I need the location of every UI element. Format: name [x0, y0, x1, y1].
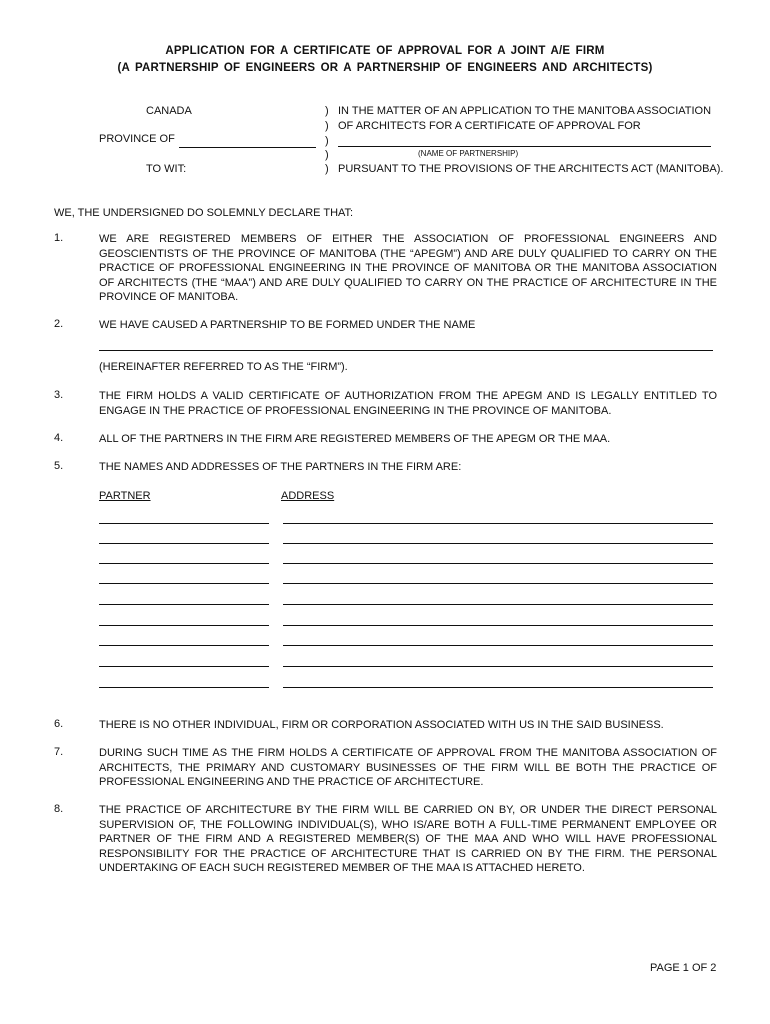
bracket: ): [325, 149, 329, 161]
address-field[interactable]: [283, 666, 713, 667]
bracket: ): [325, 135, 329, 147]
partnership-name-field[interactable]: [338, 146, 711, 147]
province-of-label: PROVINCE OF: [99, 133, 175, 145]
address-field[interactable]: [283, 583, 713, 584]
canada-label: CANADA: [146, 105, 192, 117]
address-field[interactable]: [283, 645, 713, 646]
item-number: 7.: [54, 746, 64, 758]
item-7-text: DURING SUCH TIME AS THE FIRM HOLDS A CERTIFICATE OF APPROVAL FROM THE MANITOBA ASSOCIATION OF ARCHITECTS, THE PRIMARY AND CUSTOMARY BUSINESSES OF THE FIRM WILL BE BOTH THE PRACTICE OF PROFESSIONAL ENGINEERING AND THE PRACTICE OF ARCHITECTURE.: [99, 747, 717, 789]
item-2-after-text: (HEREINAFTER REFERRED TO AS THE “FIRM”).: [99, 361, 348, 373]
partner-field[interactable]: [99, 645, 269, 646]
item-number: 8.: [54, 803, 64, 815]
address-field[interactable]: [283, 625, 713, 626]
to-wit-label: TO WIT:: [146, 163, 187, 175]
province-field[interactable]: [179, 147, 316, 148]
partner-column-header: PARTNER: [99, 490, 151, 502]
address-column-header: ADDRESS: [281, 490, 335, 502]
matter-line-4: PURSUANT TO THE PROVISIONS OF THE ARCHITECTS ACT (MANITOBA).: [338, 163, 724, 175]
matter-line-2: OF ARCHITECTS FOR A CERTIFICATE OF APPROVAL FOR: [338, 120, 641, 132]
item-2-text: WE HAVE CAUSED A PARTNERSHIP TO BE FORMED UNDER THE NAME: [99, 319, 476, 331]
address-field[interactable]: [283, 563, 713, 564]
item-number: 2.: [54, 318, 64, 330]
partner-field[interactable]: [99, 543, 269, 544]
item-number: 6.: [54, 718, 64, 730]
bracket: ): [325, 105, 329, 117]
document-title: APPLICATION FOR A CERTIFICATE OF APPROVAL FOR A JOINT A/E FIRM: [165, 45, 605, 57]
item-number: 1.: [54, 232, 64, 244]
item-number: 3.: [54, 389, 64, 401]
address-field[interactable]: [283, 543, 713, 544]
address-field[interactable]: [283, 523, 713, 524]
item-number: 4.: [54, 432, 64, 444]
partner-field[interactable]: [99, 583, 269, 584]
declaration-heading: WE, THE UNDERSIGNED DO SOLEMNLY DECLARE THAT:: [54, 207, 354, 219]
bracket: ): [325, 163, 329, 175]
firm-name-field[interactable]: [99, 350, 713, 351]
page-number: PAGE 1 OF 2: [650, 962, 717, 974]
item-3-text: THE FIRM HOLDS A VALID CERTIFICATE OF AUTHORIZATION FROM THE APEGM AND IS LEGALLY ENTITLED TO ENGAGE IN THE PRACTICE OF PROFESSIONAL ENGINEERING IN THE PROVINCE OF MANITOBA.: [99, 390, 717, 417]
address-field[interactable]: [283, 604, 713, 605]
item-4-text: ALL OF THE PARTNERS IN THE FIRM ARE REGISTERED MEMBERS OF THE APEGM OR THE MAA.: [99, 433, 611, 445]
item-6-text: THERE IS NO OTHER INDIVIDUAL, FIRM OR CORPORATION ASSOCIATED WITH US IN THE SAID BUSINESS.: [99, 719, 664, 731]
partner-field[interactable]: [99, 604, 269, 605]
bracket: ): [325, 120, 329, 132]
document-subtitle: (A PARTNERSHIP OF ENGINEERS OR A PARTNERSHIP OF ENGINEERS AND ARCHITECTS): [117, 62, 653, 74]
address-field[interactable]: [283, 687, 713, 688]
item-number: 5.: [54, 460, 64, 472]
partner-field[interactable]: [99, 563, 269, 564]
item-1-text: WE ARE REGISTERED MEMBERS OF EITHER THE ASSOCIATION OF PROFESSIONAL ENGINEERS AND GEOSCIENTISTS OF THE PROVINCE OF MANITOBA (THE “APEGM”) AND ARE DULY QUALIFIED TO CARRY ON THE PRACTICE OF PROFESSIONAL ENGINEERING IN THE PROVINCE OF MANITOBA OR THE MANITOBA ASSOCIATION OF ARCHITECTS (THE “MAA”) AND ARE DULY QUALIFIED TO CARRY ON THE PRACTICE OF ARCHITECTURE IN THE PROVINCE OF MANITOBA.: [99, 233, 717, 304]
item-8-text: THE PRACTICE OF ARCHITECTURE BY THE FIRM WILL BE CARRIED ON BY, OR UNDER THE DIRECT PERSONAL SUPERVISION OF, THE FOLLOWING INDIVIDUAL(S), WHO IS/ARE BOTH A FULL-TIME PERMANENT EMPLOYEE OR PARTNER OF THE FIRM AND A REGISTERED MEMBER(S) OF THE MAA AND WHO WILL HAVE PROFESSIONAL RESPONSIBILITY FOR THE PRACTICE OF ARCHITECTURE THAT IS CARRIED ON BY THE FIRM. THE PERSONAL UNDERTAKING OF EACH SUCH REGISTERED MEMBER OF THE MAA IS ATTACHED HERETO.: [99, 804, 717, 875]
partner-field[interactable]: [99, 625, 269, 626]
item-5-text: THE NAMES AND ADDRESSES OF THE PARTNERS IN THE FIRM ARE:: [99, 461, 462, 473]
partner-field[interactable]: [99, 523, 269, 524]
partner-field[interactable]: [99, 687, 269, 688]
partnership-name-caption: (NAME OF PARTNERSHIP): [418, 149, 519, 158]
matter-line-1: IN THE MATTER OF AN APPLICATION TO THE MANITOBA ASSOCIATION: [338, 105, 712, 117]
partner-field[interactable]: [99, 666, 269, 667]
